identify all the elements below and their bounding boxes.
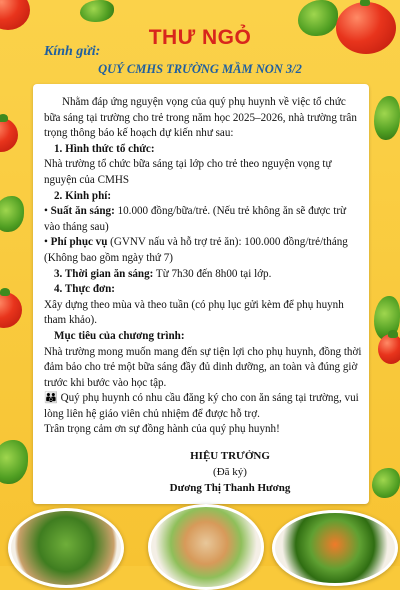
section-2-heading: 2. Kinh phí: (54, 189, 112, 202)
goal-heading: Mục tiêu của chương trình: (54, 329, 185, 342)
intro-paragraph: Nhằm đáp ứng nguyện vọng của quý phụ huynh về việc tổ chức bữa sáng tại trường cho trẻ trong năm học 2025–2026, nhà trường trân trọng thông báo kế hoạch dự kiến như sau: (44, 96, 357, 140)
section-3-heading: 3. Thời gian ăn sáng: (54, 267, 154, 280)
meal-price-label: Suất ăn sáng: (50, 205, 115, 218)
recipient-school: QUÝ CMHS TRƯỜNG MẦM NON 3/2 (98, 62, 302, 76)
food-plate-left (8, 508, 124, 588)
food-plate-center (148, 504, 264, 590)
greeting: Kính gửi: (44, 44, 101, 59)
section-1-heading: 1. Hình thức tổ chức: (54, 142, 155, 155)
section-4-text: Xây dựng theo mùa và theo tuần (có phụ lục gửi kèm để phụ huynh tham khảo). (44, 298, 344, 327)
food-plate-right (272, 510, 398, 586)
section-4-heading: 4. Thực đơn: (54, 283, 115, 296)
letter-body (44, 95, 362, 438)
service-fee-item (44, 235, 362, 266)
goal-text: Nhà trường mong muốn mang đến sự tiện lợi cho phụ huynh, đồng thời đảm bảo cho trẻ một bữa sáng đầy đủ dinh dưỡng, an toàn và đúng giờ trước khi bước vào học tập. (44, 345, 362, 389)
meal-price-text: 10.000 đồng/bữa/trẻ. (Nếu trẻ không ăn sẽ được trừ vào tháng sau) (44, 205, 347, 233)
section-3-text: Từ 7h30 đến 8h00 tại lớp. (153, 267, 272, 280)
family-icon: 👪 (44, 392, 58, 405)
service-fee-text: (GVNV nấu và hỗ trợ trẻ ăn): 100.000 đồng/trẻ/tháng (Không bao gồm ngày thứ 7) (44, 236, 348, 264)
register-text: Quý phụ huynh có nhu cầu đăng ký cho con ăn sáng tại trường, vui lòng liên hệ giáo viên chủ nhiệm để được hỗ trợ. (44, 392, 359, 420)
signature-name: Dương Thị Thanh Hương (169, 482, 291, 494)
section-1-text: Nhà trường tổ chức bữa sáng tại lớp cho trẻ theo nguyện vọng tự nguyện của CMHS (44, 158, 332, 186)
letter-title: THƯ NGỎ (148, 26, 252, 49)
service-fee-label: Phí phục vụ (50, 236, 108, 249)
closing-line: Trân trọng cảm ơn sự đồng hành của quý phụ huynh! (44, 423, 280, 436)
meal-price-item (44, 204, 362, 235)
tomato-decoration-right-lower (378, 334, 400, 364)
signature-title: HIỆU TRƯỞNG (190, 450, 270, 462)
signature-note: (Đã ký) (213, 466, 247, 478)
section-3-line (44, 267, 362, 283)
register-line (44, 391, 362, 422)
